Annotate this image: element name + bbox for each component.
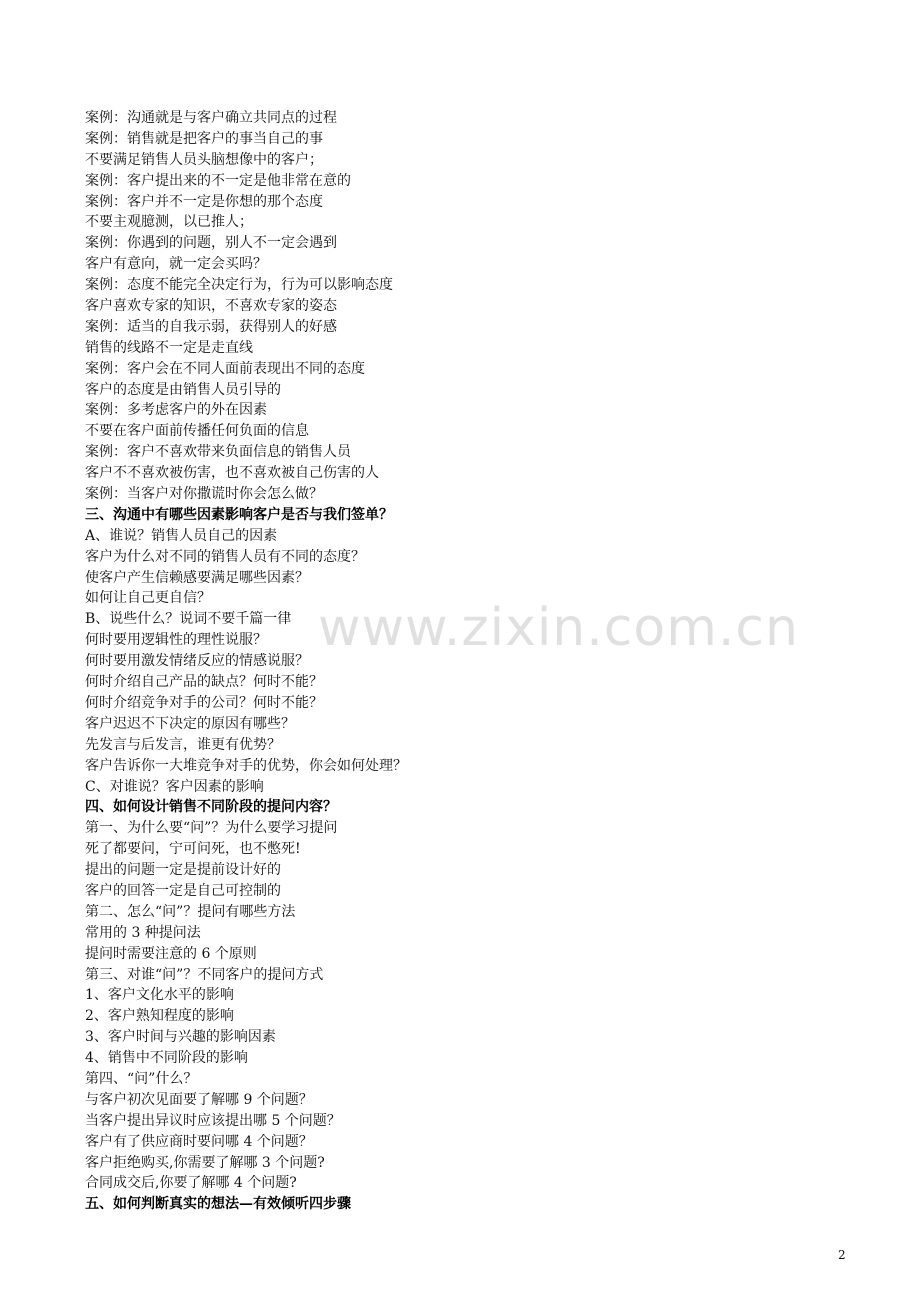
text-line: 第四、“问”什么？ <box>85 1070 198 1087</box>
document-body <box>85 108 845 1215</box>
text-line: 客户迟迟不下决定的原因有哪些？ <box>85 715 295 732</box>
page-number: 2 <box>838 1248 846 1262</box>
text-line: 客户不不喜欢被伤害，也不喜欢被自己伤害的人 <box>85 465 379 482</box>
text-line: C、对谁说？客户因素的影响 <box>85 778 264 795</box>
text-line: 不要主观臆测，以已推人； <box>85 214 253 231</box>
text-line: 客户的回答一定是自己可控制的 <box>85 882 281 899</box>
text-line: 3、客户时间与兴趣的影响因素 <box>85 1029 276 1046</box>
text-line: A、谁说？销售人员自己的因素 <box>85 527 278 544</box>
text-line: 何时要用逻辑性的理性说服？ <box>85 632 267 649</box>
text-line: 案例：客户并不一定是你想的那个态度 <box>85 193 323 210</box>
text-line: 不要满足销售人员头脑想像中的客户； <box>85 151 323 168</box>
text-line: 案例：你遇到的问题，别人不一定会遇到 <box>85 235 337 252</box>
text-line: 案例：态度不能完全决定行为，行为可以影响态度 <box>85 277 393 294</box>
text-line: 销售的线路不一定是走直线 <box>85 339 253 356</box>
text-line: 第一、为什么要“问”？为什么要学习提问 <box>85 820 338 837</box>
text-line: 客户有了供应商时要问哪 4 个问题？ <box>85 1133 313 1150</box>
text-line: B、说些什么？说词不要千篇一律 <box>85 611 292 628</box>
text-line: 案例：客户会在不同人面前表现出不同的态度 <box>85 360 365 377</box>
text-line: 何时介绍自己产品的缺点？何时不能？ <box>85 674 323 691</box>
text-line: 第二、怎么“问”？提问有哪些方法 <box>85 903 296 920</box>
watermark: www.zixin.com.cn <box>318 598 799 658</box>
text-line: 4、销售中不同阶段的影响 <box>85 1050 248 1067</box>
text-line: 客户有意向，就一定会买吗？ <box>85 256 267 273</box>
text-line: 提出的问题一定是提前设计好的 <box>85 862 281 879</box>
text-line: 案例：适当的自我示弱，获得别人的好感 <box>85 318 337 335</box>
text-line: 死了都要问，宁可问死，也不憋死! <box>85 841 301 858</box>
text-line: 合同成交后,你要了解哪 4 个问题? <box>85 1175 297 1192</box>
text-line: 先发言与后发言，谁更有优势？ <box>85 736 281 753</box>
section-heading: 四、如何设计销售不同阶段的提问内容？ <box>85 799 337 816</box>
text-line: 客户的态度是由销售人员引导的 <box>85 381 281 398</box>
text-line: 第三、对谁“问”？不同客户的提问方式 <box>85 966 324 983</box>
text-line: 2、客户熟知程度的影响 <box>85 1008 234 1025</box>
text-line: 案例：客户提出来的不一定是他非常在意的 <box>85 172 351 189</box>
text-line: 何时要用激发情绪反应的情感说服？ <box>85 653 309 670</box>
text-line: 不要在客户面前传播任何负面的信息 <box>85 423 309 440</box>
text-line: 与客户初次见面要了解哪 9 个问题？ <box>85 1091 313 1108</box>
text-line: 案例：沟通就是与客户确立共同点的过程 <box>85 110 337 126</box>
text-line: 客户喜欢专家的知识，不喜欢专家的姿态 <box>85 298 337 315</box>
text-line: 何时介绍竞争对手的公司？何时不能？ <box>85 694 323 711</box>
text-line: 当客户提出异议时应该提出哪 5 个问题？ <box>85 1112 341 1129</box>
text-line: 使客户产生信赖感要满足哪些因素？ <box>85 569 309 586</box>
text-line: 如何让自己更自信？ <box>85 590 211 607</box>
section-heading: 三、沟通中有哪些因素影响客户是否与我们签单？ <box>85 506 393 523</box>
text-line: 1、客户文化水平的影响 <box>85 987 234 1004</box>
section-heading: 五、如何判断真实的想法—有效倾听四步骤 <box>85 1196 351 1213</box>
text-line: 客户告诉你一大堆竞争对手的优势，你会如何处理？ <box>85 757 407 774</box>
text-line: 案例：销售就是把客户的事当自己的事 <box>85 130 323 147</box>
text-line: 常用的 3 种提问法 <box>85 924 201 941</box>
text-line: 案例：当客户对你撒谎时你会怎么做？ <box>85 486 323 503</box>
text-line: 客户拒绝购买,你需要了解哪 3 个问题? <box>85 1154 325 1171</box>
text-line: 提问时需要注意的 6 个原则 <box>85 945 257 962</box>
text-line: 案例：多考虑客户的外在因素 <box>85 402 267 419</box>
text-line: 案例：客户不喜欢带来负面信息的销售人员 <box>85 444 351 461</box>
text-line: 客户为什么对不同的销售人员有不同的态度？ <box>85 548 365 565</box>
